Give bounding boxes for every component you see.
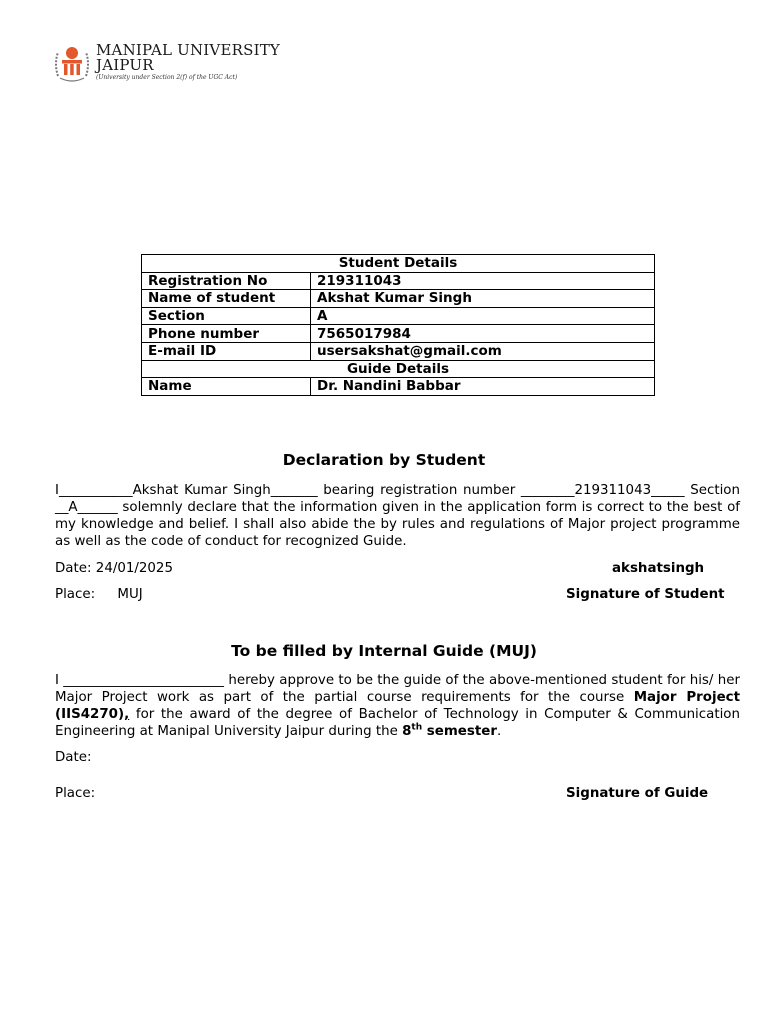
university-city-line: JAIPUR [96,56,154,74]
student-details-table [141,254,655,396]
declaration-date [55,560,173,577]
guide-date-label: Date: [55,750,92,765]
declaration-heading: Declaration by Student [282,451,486,469]
semester-suffix: th [411,722,423,733]
university-name [96,43,280,73]
row-label: Registration No [142,272,311,290]
course-comma: , [124,707,130,722]
row-value: Dr. Nandini Babbar [311,378,655,396]
guide-signature-label: Signature of Guide [566,786,709,801]
place-label: Place: [55,587,96,602]
row-value: A [311,307,655,325]
table-row [142,342,655,360]
approval-text-middle: for the award of the degree of Bachelor of Technology in Computer & Communication Engineering at Manipal University Jaipur during the [55,707,740,739]
declaration-place [55,586,143,603]
university-logo [52,40,282,90]
guide-section-heading: To be filled by Internal Guide (MUJ) [231,642,537,660]
guide-place-label: Place: [55,786,96,801]
course-name: Major Project (IIS4270) [55,690,740,722]
university-emblem-icon [52,40,92,84]
row-value: 219311043 [311,272,655,290]
guide-details-title: Guide Details [142,360,655,378]
table-row [142,325,655,343]
table-header-row [142,255,655,273]
student-details-title: Student Details [142,255,655,273]
date-value: 24/01/2025 [95,561,173,576]
table-header-row [142,360,655,378]
declaration-paragraph: I___________Akshat Kumar Singh_______ bearing registration number ________219311043_____ Section __A______ solemnly declare that the information given in the application form is correct to the best of my knowledge and belief. I shall also abide the by rules and regulations of Major project programme as well as the code of conduct for recognized Guide. [55,483,740,549]
approval-text-start: I ________________________ hereby approve to be the guide of the above-mentioned student for his/ her Major Project work as part of the partial course requirements for the course [55,673,740,705]
approval-text-end: . [496,724,502,739]
student-signature-name: akshatsingh [612,561,705,576]
table-row [142,272,655,290]
table-row [142,307,655,325]
guide-approval-paragraph [55,672,740,740]
place-value: MUJ [117,587,143,602]
row-value: Akshat Kumar Singh [311,290,655,308]
date-label: Date: [55,561,92,576]
row-label: Name of student [142,290,311,308]
row-label: Name [142,378,311,396]
row-label: E-mail ID [142,342,311,360]
row-label: Section [142,307,311,325]
semester-word: semester [422,724,497,739]
table-row [142,290,655,308]
row-label: Phone number [142,325,311,343]
university-subtitle: (University under Section 2(f) of the UGC Act) [96,74,238,81]
semester-number: 8 [402,724,412,739]
row-value: usersakshat@gmail.com [311,342,655,360]
university-name-line: MANIPAL UNIVERSITY [96,41,280,59]
row-value: 7565017984 [311,325,655,343]
student-signature-label: Signature of Student [566,587,725,602]
table-row [142,378,655,396]
